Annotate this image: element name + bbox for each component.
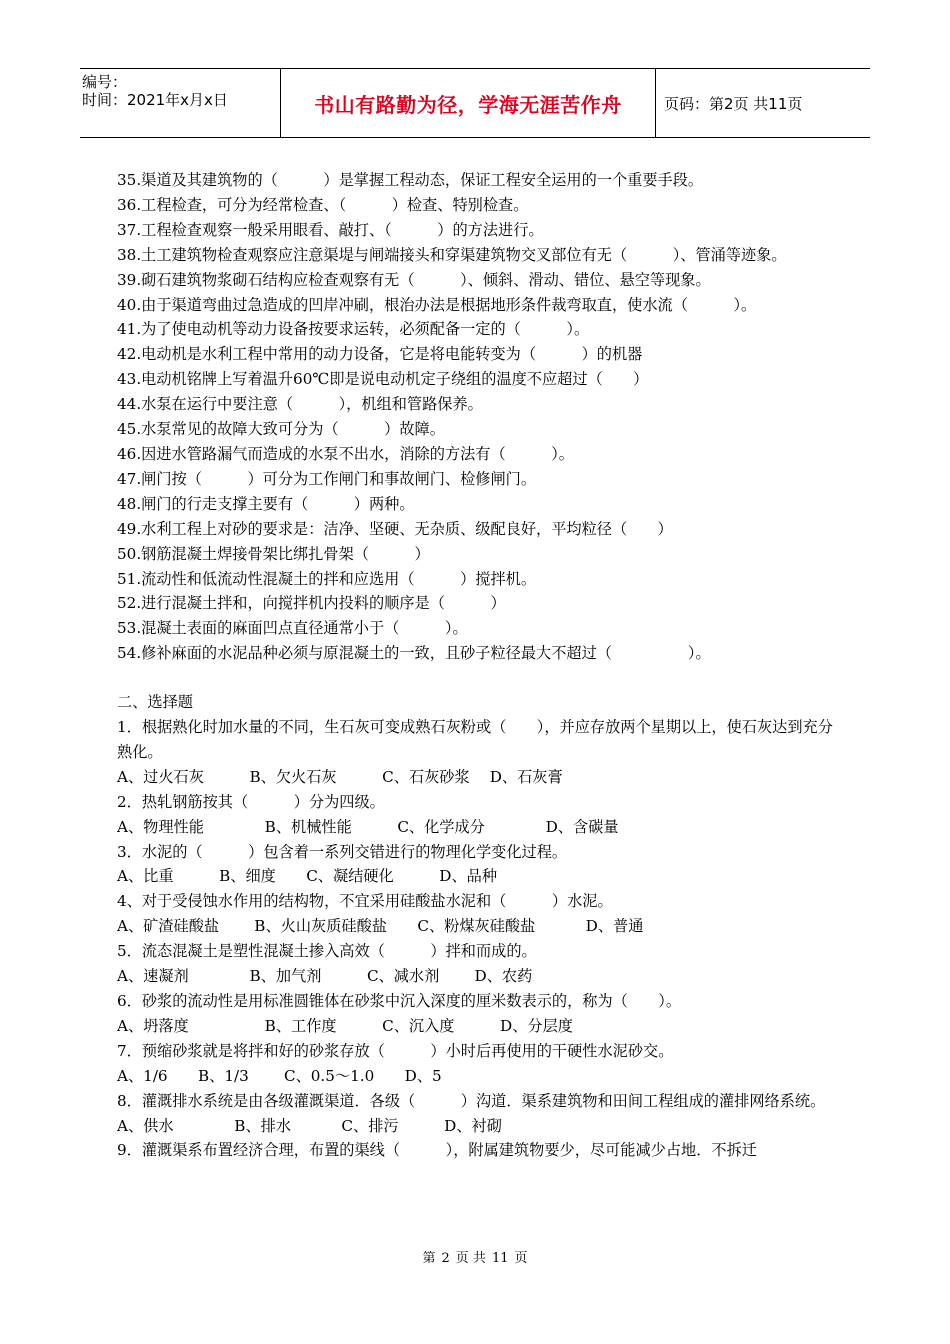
choice-question-line: A、供水 B、排水 C、排污 D、衬砌 — [117, 1116, 502, 1135]
fill-in-question: 49.水利工程上对砂的要求是：洁净、坚硬、无杂质、级配良好，平均粒径（ ） — [117, 519, 673, 538]
fill-in-question: 44.水泵在运行中要注意（ ），机组和管路保养。 — [117, 395, 483, 414]
page-footer — [0, 1247, 950, 1266]
document-number-label: 编号： — [82, 73, 128, 91]
choice-question-line: 6．砂浆的流动性是用标准圆锥体在砂浆中沉入深度的厘米数表示的，称为（ ）。 — [117, 992, 682, 1010]
fill-in-question: 48.闸门的行走支撑主要有（ ）两种。 — [117, 494, 415, 513]
footer-mid: 页 共 — [455, 1251, 486, 1266]
choice-question-line: A、比重 B、细度 C、凝结硬化 D、品种 — [117, 867, 498, 886]
header-left-cell — [80, 69, 280, 137]
choice-question-line: A、速凝剂 B、加气剂 C、减水剂 D、农药 — [117, 967, 533, 986]
choice-question-line: 7．预缩砂浆就是将拌和好的砂浆存放（ ）小时后再使用的干硬性水泥砂交。 — [117, 1041, 674, 1060]
fill-in-question: 54.修补麻面的水泥品种必须与原混凝土的一致，且砂子粒径最大不超过（ ）。 — [117, 644, 711, 663]
fill-in-question: 50.钢筋混凝土焊接骨架比绑扎骨架（ ） — [117, 544, 430, 563]
fill-in-question: 35.渠道及其建筑物的（ ）是掌握工程动态，保证工程安全运用的一个重要手段。 — [117, 171, 704, 189]
document-date-label: 时间：2021年x月x日 — [82, 91, 228, 109]
choice-question-line: A、坍落度 B、工作度 C、沉入度 D、分层度 — [117, 1016, 573, 1035]
fill-in-question: 51.流动性和低流动性混凝土的拌和应选用（ ）搅拌机。 — [117, 569, 537, 588]
footer-suffix: 页 — [514, 1251, 528, 1266]
fill-in-question: 52.进行混凝土拌和，向搅拌机内投料的顺序是（ ） — [117, 594, 506, 613]
fill-in-question: 36.工程检查，可分为经常检查、（ ）检查、特别检查。 — [117, 195, 529, 214]
fill-in-question: 46.因进水管路漏气而造成的水泵不出水，消除的方法有（ ）。 — [117, 444, 574, 463]
header-right-cell — [656, 69, 870, 137]
footer-total-pages: 11 — [491, 1251, 509, 1266]
document-body — [117, 168, 833, 1163]
fill-in-question: 47.闸门按（ ）可分为工作闸门和事故闸门、检修闸门。 — [117, 469, 537, 488]
fill-in-question: 53.混凝土表面的麻面凹点直径通常小于（ ）。 — [117, 619, 468, 638]
choice-question-line: A、矿渣硅酸盐 B、火山灰质硅酸盐 C、粉煤灰硅酸盐 D、普通 — [117, 917, 644, 936]
header-motto-cell — [280, 69, 656, 137]
footer-page-number: 2 — [441, 1251, 450, 1266]
fill-in-question: 40.由于渠道弯曲过急造成的凹岸冲刷，根治办法是根据地形条件裁弯取直，使水流（ ）。 — [117, 295, 757, 314]
fill-in-question: 41.为了使电动机等动力设备按要求运转，必须配备一定的（ ）。 — [117, 320, 590, 339]
choice-question-line: A、物理性能 B、机械性能 C、化学成分 D、含碳量 — [117, 817, 619, 836]
fill-in-question: 45.水泵常见的故障大致可分为（ ）故障。 — [117, 420, 445, 439]
choice-question-line: 8．灌溉排水系统是由各级灌溉渠道．各级（ ）沟道．渠系建筑物和田间工程组成的灌排网络系统。 — [117, 1091, 826, 1110]
fill-in-question: 39.砌石建筑物浆砌石结构应检查观察有无（ ）、倾斜、滑动、错位、悬空等现象。 — [117, 270, 711, 289]
fill-in-question: 42.电动机是水利工程中常用的动力设备，它是将电能转变为（ ）的机器 — [117, 345, 643, 364]
choice-question-line: A、过火石灰 B、欠火石灰 C、石灰砂浆 D、石灰膏 — [117, 767, 563, 786]
header-motto: 书山有路勤为径，学海无涯苦作舟 — [314, 92, 622, 117]
choice-question-line: 4、对于受侵蚀水作用的结构物，不宜采用硅酸盐水泥和（ ）水泥。 — [117, 892, 613, 911]
fill-in-question: 38.土工建筑物检查观察应注意渠堤与闸端接头和穿渠建筑物交叉部位有无（ ）、管涌等迹象。 — [117, 245, 787, 264]
choice-question-line: 5．流态混凝土是塑性混凝土掺入高效（ ）拌和而成的。 — [117, 942, 537, 961]
choice-question-line: 3．水泥的（ ）包含着一系列交错进行的物理化学变化过程。 — [117, 842, 568, 861]
header-page-label: 页码：第2页 共11页 — [664, 94, 803, 113]
section-title: 二、选择题 — [117, 693, 193, 712]
section-gap — [117, 666, 833, 690]
fill-in-question: 43.电动机铭牌上写着温升60℃即是说电动机定子绕组的温度不应超过（ ） — [117, 370, 649, 389]
choice-question-line: 1．根据熟化时加水量的不同，生石灰可变成熟石灰粉或（ ），并应存放两个星期以上，使石灰达到充分熟化。 — [117, 718, 833, 761]
choice-question-list — [117, 715, 833, 1163]
footer-prefix: 第 — [422, 1251, 436, 1266]
fill-in-question: 37.工程检查观察一般采用眼看、敲打、（ ）的方法进行。 — [117, 220, 544, 239]
choice-question-line: A、1/6 B、1/3 C、0.5～1.0 D、5 — [117, 1066, 442, 1085]
choice-question-line: 2．热轧钢筋按其（ ）分为四级。 — [117, 792, 385, 811]
fill-in-question-list — [117, 168, 833, 666]
choice-question-line: 9．灌溉渠系布置经济合理，布置的渠线（ ），附属建筑物要少，尽可能减少占地．不拆迁 — [117, 1141, 757, 1160]
page-header — [80, 68, 870, 138]
